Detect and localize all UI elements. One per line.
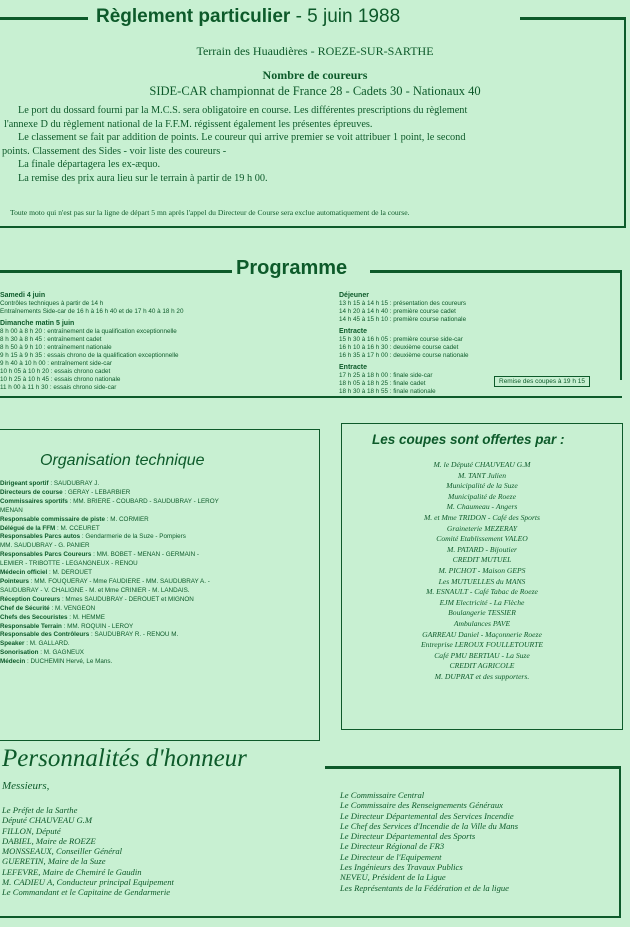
programme-line: 10 h 05 à 10 h 20 : essais chrono cadet [0, 368, 111, 375]
organisation-title: Organisation technique [40, 452, 205, 469]
coupe-item: M. le Député CHAUVEAU G.M [433, 460, 531, 469]
page-title [96, 6, 400, 28]
org-row: Dirigeant sportif : SAUDUBRAY J. [0, 480, 100, 487]
coupe-item: M. DUPRAT et des supporters. [434, 671, 530, 681]
coupe-item: Graineterie MEZERAY [446, 523, 518, 533]
programme-line: 16 h 10 à 16 h 30 : deuxième course cadet [339, 344, 459, 351]
honneur-bottom-rule [0, 916, 621, 918]
coupe-item: GARREAU Daniel - Maçonnerie Roeze [422, 629, 542, 639]
runners-title: Nombre de coureurs [262, 68, 368, 82]
org-row: Chef de Sécurité : M. VENGEON [0, 604, 96, 612]
runners-line: SIDE-CAR championnat de France 28 - Cadets 30 - Nationaux 40 [149, 84, 481, 98]
programme-left [0, 292, 320, 392]
programme-section-head: Entracte [339, 364, 368, 371]
org-row: MENAN [0, 506, 23, 514]
org-row: Speaker : M. GALLARD. [0, 640, 70, 648]
org-row: Responsable Terrain : MM. ROQUIN - LEROY [0, 622, 134, 630]
honneur-item: MONSSEAUX, Conseiller Général [2, 846, 123, 857]
org-row: Responsables Parcs Coureurs : MM. BOBET - MENAN - GERMAIN - [0, 551, 199, 559]
programme-line: 15 h 30 à 16 h 05 : première course side-car [339, 336, 463, 343]
title-main: Règlement particulier [96, 6, 291, 27]
programme-line: 16 h 35 à 17 h 00 : deuxième course nationale [339, 352, 469, 359]
honneur-item: Les Représentants de la Fédération et de la ligue [340, 882, 509, 893]
honneur-item: Le Directeur de l'Equipement [340, 851, 442, 862]
coupe-item: Boulangerie TESSIER [448, 608, 516, 618]
coupe-item: M. PICHOT - Maison GEPS [438, 565, 526, 575]
coupe-item: M. TANT Julien [457, 470, 507, 480]
org-row: SAUDUBRAY - V. CHALIGNE - M. et Mme CRINIER - M. LANDAIS. [0, 586, 190, 594]
rule-line: La remise des prix aura lieu sur le terrain à partir de 19 h 00. [18, 172, 268, 184]
honneur-item: Le Directeur Départemental des Services Incendie [340, 810, 514, 821]
org-row: Responsable des Contrôleurs : SAUDUBRAY R. - RENOU M. [0, 631, 179, 639]
coupe-item: M. PATARD - Bijoutier [447, 544, 517, 554]
programme-line: 14 h 20 à 14 h 40 : première course cadet [339, 308, 456, 315]
coupe-item: M. Chaumeau - Angers [446, 502, 518, 512]
coupes-title: Les coupes sont offertes par : [372, 432, 565, 447]
org-row: Sonorisation : M. GAGNEUX [0, 649, 84, 657]
honneur-item: LEFEVRE, Maire de Chemiré le Gaudin [2, 866, 142, 877]
programme-line: 14 h 45 à 15 h 10 : première course nationale [339, 316, 467, 323]
remise-box: Remise des coupes à 19 h 15 [494, 376, 590, 387]
programme-section-head: Déjeuner [339, 292, 369, 299]
programme-line: 17 h 25 à 18 h 00 : finale side-car [339, 372, 433, 379]
honneur-item: Le Directeur Départemental des Sports [340, 831, 476, 842]
honneur-item: M. CADIEU A, Conducteur principal Equipement [2, 877, 174, 888]
honneur-item: Le Préfet de la Sarthe [2, 805, 78, 815]
rule-line: l'annexe D du règlement national de la F.F.M. régissent également les présentes épreuves. [4, 118, 373, 130]
honneur-title: Personnalités d'honneur [2, 745, 247, 772]
honneur-item: Le Commissaire des Renseignements Généraux [340, 800, 503, 811]
programme-line: 18 h 05 à 18 h 25 : finale cadet [339, 380, 426, 387]
org-row: Chefs des Secouristes : M. HEMME [0, 613, 105, 621]
coupe-item: EJM Electricité - La Flèche [439, 597, 525, 607]
programme-line: 10 h 25 à 10 h 45 : essais chrono nationale [0, 376, 121, 383]
programme-day-head: Dimanche matin 5 juin [0, 320, 75, 327]
rule-line: Le port du dossard fourni par la M.C.S. sera obligatoire en course. Les différentes prescriptions du règlement [18, 105, 468, 116]
programme-line: 9 h 15 à 9 h 35 : essais chrono de la qualification exceptionnelle [0, 352, 179, 359]
header-bottom-rule [0, 226, 626, 228]
header-rule-right [520, 17, 625, 20]
programme-line: 11 h 00 à 11 h 30 : essais chrono side-car [0, 384, 117, 391]
rules-note: Toute moto qui n'est pas sur la ligne de départ 5 mn après l'appel du Directeur de Course sera exclue automatiquement de la course. [10, 208, 410, 217]
programme-line: Contrôles techniques à partir de 14 h [0, 300, 104, 307]
honneur-item: FILLON, Député [2, 825, 61, 836]
programme-section-head: Entracte [339, 328, 368, 335]
org-row: Responsable commissaire de piste : M. CORMIER [0, 515, 149, 523]
coupe-item: M. et Mme TRIDON - Café des Sports [423, 512, 540, 522]
venue: Terrain des Huaudières - ROEZE-SUR-SARTHE [196, 44, 434, 58]
programme-rule-right-side [620, 270, 622, 380]
honneur-rule [325, 766, 620, 769]
programme-rule-left [0, 270, 236, 273]
honneur-greeting: Messieurs, [2, 780, 50, 792]
organisation-list [0, 480, 316, 667]
title-date: - 5 juin 1988 [295, 6, 401, 27]
coupes-list [342, 460, 622, 682]
honneur-right [340, 790, 620, 893]
programme-line: 13 h 15 à 14 h 15 : présentation des coureurs [339, 300, 467, 307]
rule-line: La finale départagera les ex-æquo. [18, 159, 161, 170]
org-row: LEMIER - TRIBOTTE - LEGANGNEUX - RENOU [0, 560, 138, 568]
org-row: Médecin officiel : M. DEROUET [0, 569, 93, 577]
programme-bottom-rule [0, 396, 622, 398]
programme-rule-right [370, 270, 622, 273]
honneur-item: NEVEU, Président de la Ligue [340, 872, 446, 883]
coupe-item: M. ESNAULT - Café Tabac de Roeze [426, 587, 538, 597]
org-row: Pointeurs : MM. FOUQUERAY - Mme FAUDIERE - MM. SAUDUBRAY A. - [0, 577, 210, 585]
programme-day-head: Samedi 4 juin [0, 292, 46, 299]
org-row: Réception Coureurs : Mmes SAUDUBRAY - DEROUET et MIGNON [0, 595, 194, 603]
coupe-item: Municipalité de la Suze [446, 481, 518, 491]
coupe-item: Comité Etablissement VALEO [436, 534, 528, 544]
coupe-item: CREDIT AGRICOLE [449, 661, 515, 671]
honneur-item: Le Chef des Services d'Incendie de la Ville du Mans [340, 820, 519, 831]
org-row: MM. SAUDUBRAY - G. PANIER [0, 542, 90, 550]
honneur-item: Le Directeur Régional de FR3 [340, 841, 445, 852]
coupe-item: Ambulances PAVE [453, 618, 511, 628]
honneur-item: GUERETIN, Maire de la Suze [2, 856, 106, 867]
honneur-item: Le Commissaire Central [340, 790, 425, 800]
honneur-item: Le Commandant et le Capitaine de Gendarmerie [2, 887, 171, 898]
org-row: Directeurs de course : GERAY - LEBARBIER [0, 488, 131, 496]
honneur-item: DABIEL, Maire de ROEZE [2, 835, 96, 846]
programme-line: 18 h 30 à 18 h 55 : finale nationale [339, 388, 436, 395]
coupe-item: Entreprise LEROUX FOULLETOURTE [421, 640, 543, 650]
programme-line: 8 h 30 à 8 h 45 : entraînement cadet [0, 336, 102, 343]
rule-line: points. Classement des Sides - voir liste des coureurs - [2, 145, 227, 157]
rules-block [0, 104, 630, 185]
coupe-item: Café PMU BERTIAU - La Suze [434, 650, 530, 660]
rule-line: Le classement se fait par addition de points. Le coureur qui arrive premier se voit attribuer 1 point, le second [18, 132, 466, 143]
coupe-item: Les MUTUELLES du MANS [438, 576, 526, 586]
honneur-item: Les Ingénieurs des Travaux Publics [340, 862, 463, 873]
programme-title: Programme [232, 257, 351, 280]
programme-line: 8 h 50 à 9 h 10 : entraînement nationale [0, 344, 112, 351]
honneur-item: Député CHAUVEAU G.M [2, 815, 92, 826]
programme-line: 8 h 00 à 8 h 20 : entraînement de la qualification exceptionnelle [0, 328, 177, 335]
programme-line: Entraînements Side-car de 16 h à 16 h 40 et de 17 h 40 à 18 h 20 [0, 308, 184, 315]
honneur-left [2, 805, 322, 898]
header-rule-left [0, 17, 88, 20]
coupe-item: CREDIT MUTUEL [452, 555, 512, 565]
org-row: Délégué de la FFM : M. CCEURET [0, 524, 100, 532]
org-row: Commissaires sportifs : MM. BRIERE - COUBARD - SAUDUBRAY - LEROY [0, 497, 219, 505]
org-row: Responsables Parcs autos : Gendarmerie de la Suze - Pompiers [0, 533, 186, 541]
programme-line: 9 h 40 à 10 h 00 : entraînement side-car [0, 360, 113, 367]
org-row: Médecin : DUCHEMIN Hervé, Le Mans. [0, 658, 113, 666]
coupe-item: Municipalité de Roeze [448, 491, 516, 501]
